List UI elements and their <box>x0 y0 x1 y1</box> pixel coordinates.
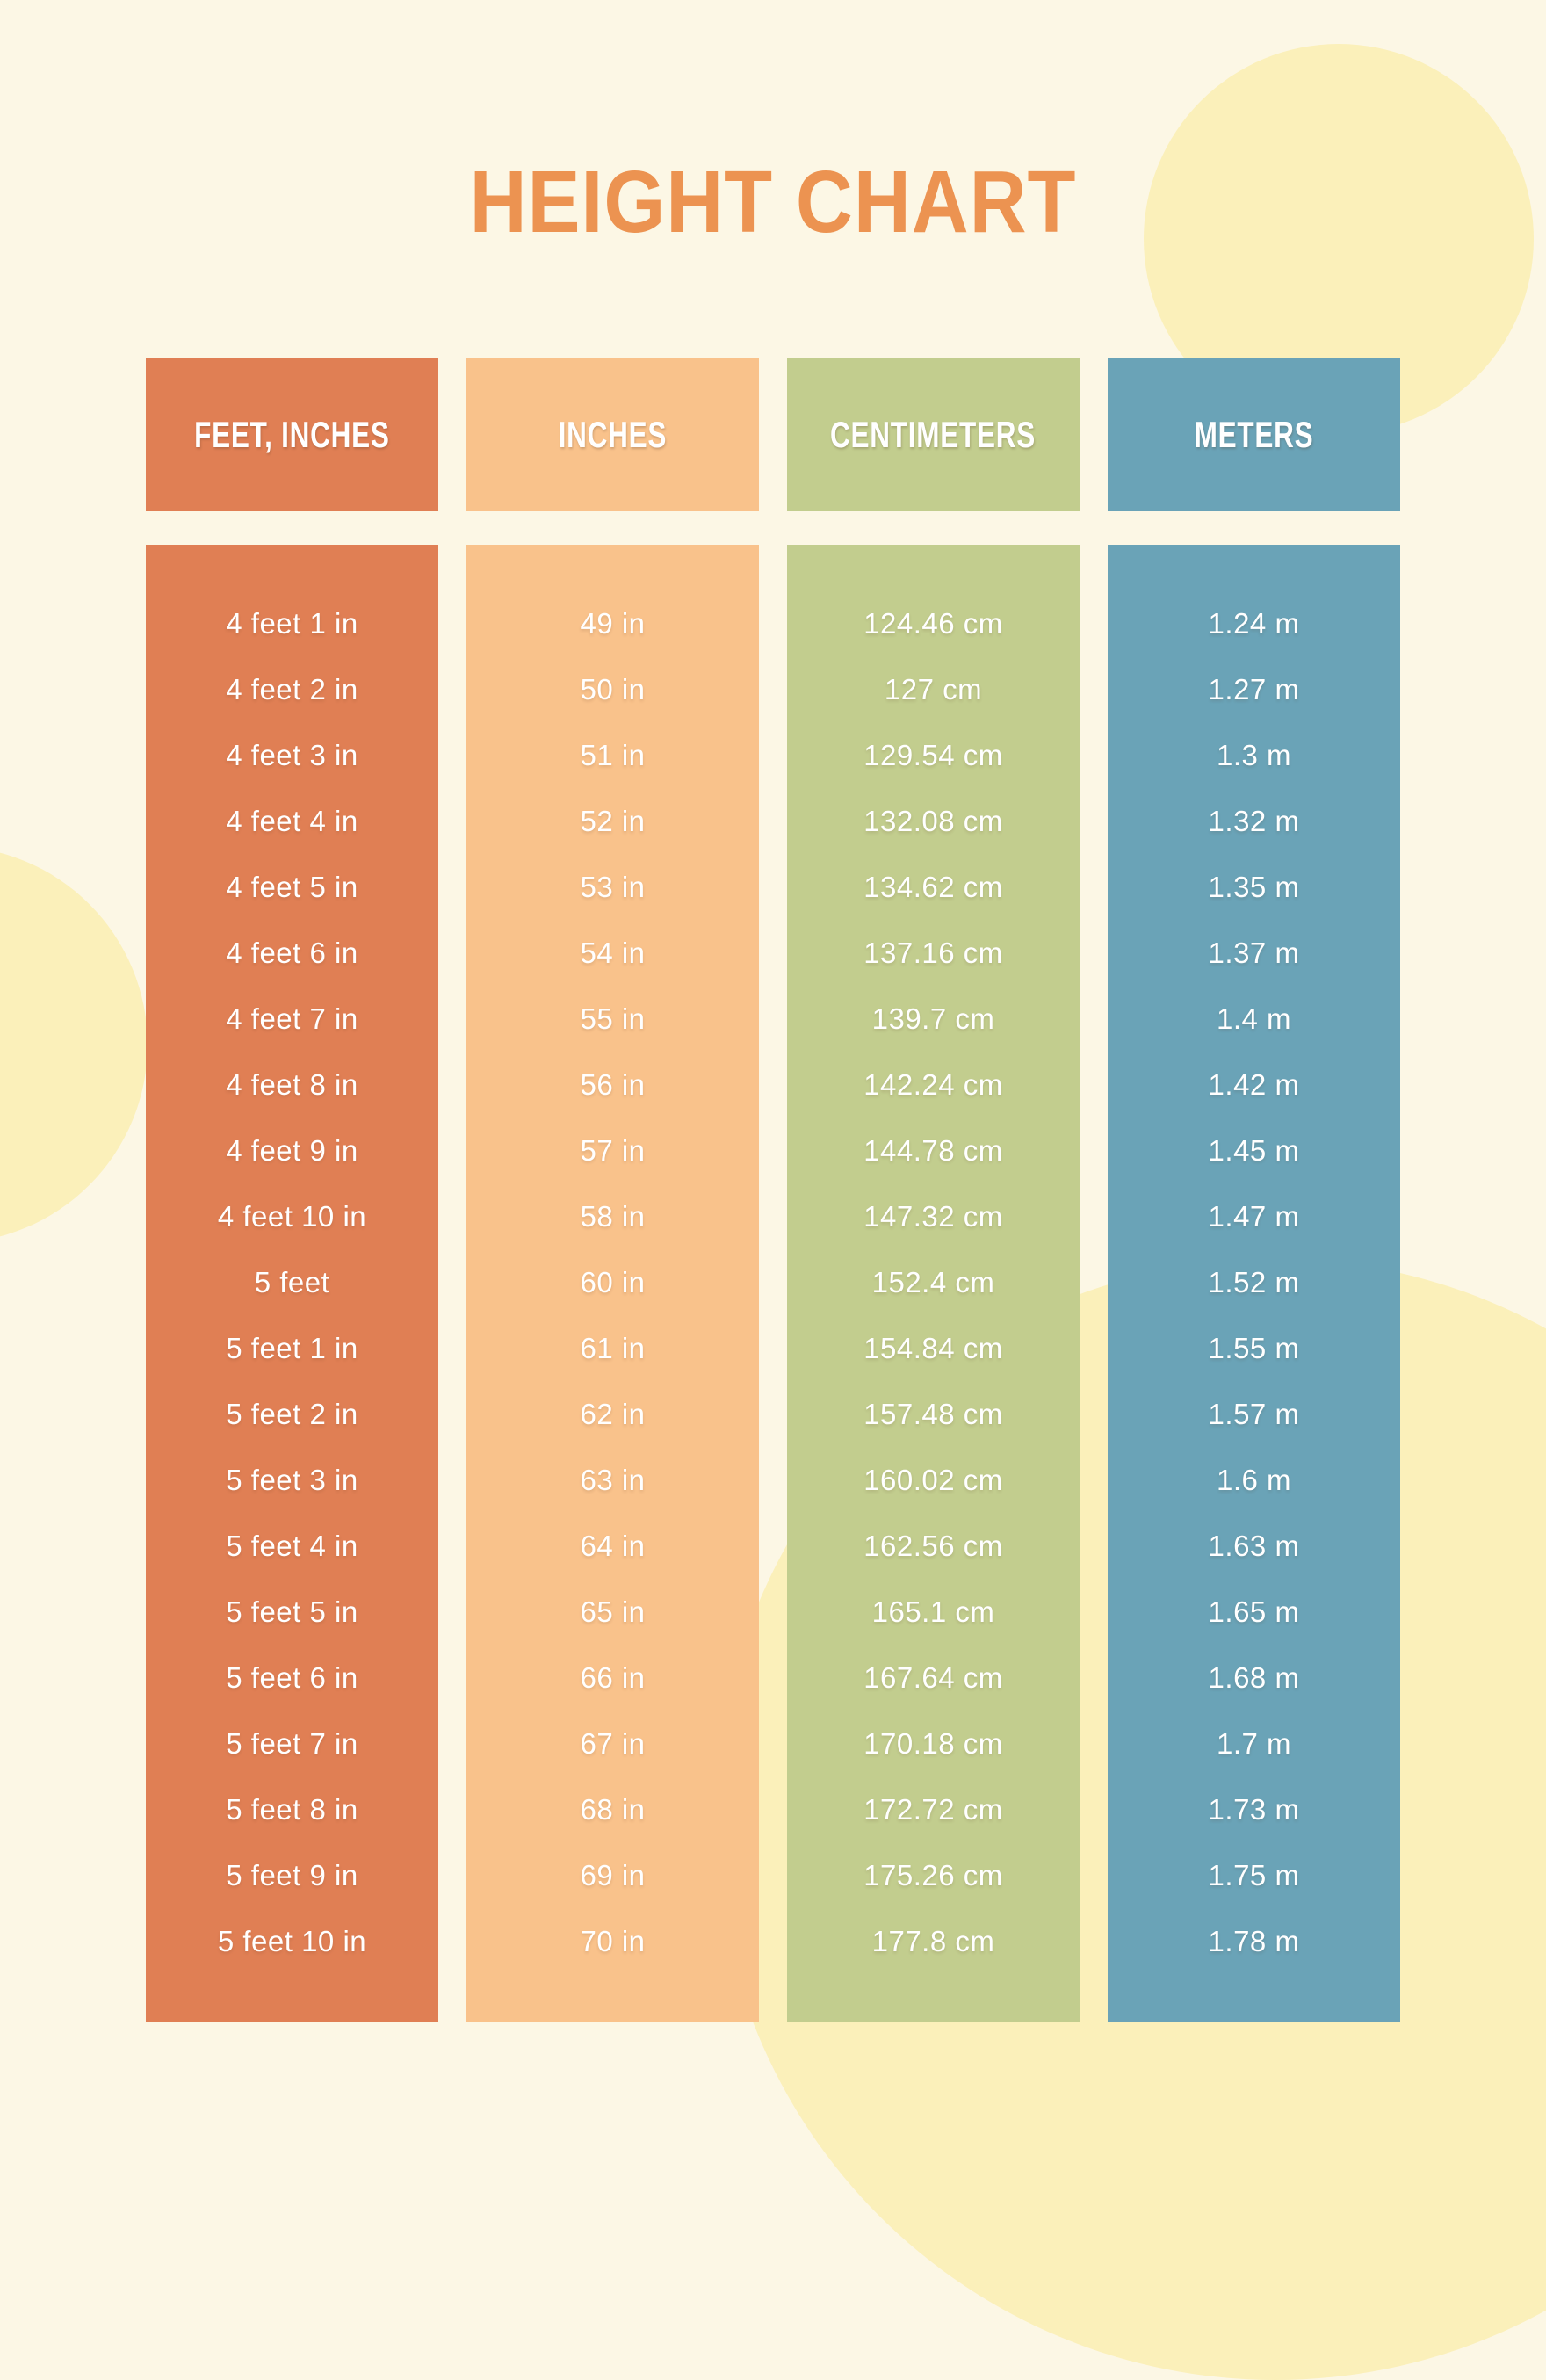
column-header-meters <box>1108 358 1400 511</box>
column-body-centimeters <box>787 545 1080 2022</box>
table-cell: 154.84 cm <box>863 1331 1003 1364</box>
table-cell: 5 feet 7 in <box>226 1726 358 1760</box>
table-cell: 134.62 cm <box>863 870 1003 903</box>
height-conversion-table <box>146 358 1400 2022</box>
table-cell: 1.47 m <box>1208 1199 1300 1233</box>
table-cell: 1.65 m <box>1208 1595 1300 1628</box>
table-cell: 68 in <box>580 1792 646 1826</box>
table-cell: 4 feet 4 in <box>226 804 358 837</box>
table-cell: 1.68 m <box>1208 1660 1300 1694</box>
column-header-feet-inches <box>146 358 438 511</box>
table-cell: 49 in <box>580 606 646 640</box>
column-header-label: METERS <box>1194 414 1314 455</box>
table-cell: 4 feet 7 in <box>226 1002 358 1035</box>
table-cell: 165.1 cm <box>871 1595 995 1628</box>
table-cell: 177.8 cm <box>871 1924 995 1957</box>
table-cell: 55 in <box>580 1002 646 1035</box>
column-body-feet-inches <box>146 545 438 2022</box>
table-cell: 58 in <box>580 1199 646 1233</box>
table-cell: 1.57 m <box>1208 1397 1300 1430</box>
table-cell: 61 in <box>580 1331 646 1364</box>
table-cell: 167.64 cm <box>863 1660 1003 1694</box>
table-cell: 170.18 cm <box>863 1726 1003 1760</box>
table-cell: 54 in <box>580 936 646 969</box>
table-cell: 124.46 cm <box>863 606 1003 640</box>
table-cell: 67 in <box>580 1726 646 1760</box>
table-cell: 172.72 cm <box>863 1792 1003 1826</box>
table-cell: 144.78 cm <box>863 1133 1003 1167</box>
table-cell: 1.45 m <box>1208 1133 1300 1167</box>
table-cell: 65 in <box>580 1595 646 1628</box>
table-cell: 1.55 m <box>1208 1331 1300 1364</box>
table-cell: 1.42 m <box>1208 1067 1300 1101</box>
table-cell: 1.4 m <box>1216 1002 1292 1035</box>
column-header-label: FEET, INCHES <box>194 414 390 455</box>
table-cell: 53 in <box>580 870 646 903</box>
table-cell: 175.26 cm <box>863 1858 1003 1892</box>
table-cell: 127 cm <box>884 672 983 705</box>
table-cell: 4 feet 2 in <box>226 672 358 705</box>
column-header-inches <box>466 358 759 511</box>
table-cell: 57 in <box>580 1133 646 1167</box>
table-cell: 5 feet 6 in <box>226 1660 358 1694</box>
table-cell: 147.32 cm <box>863 1199 1003 1233</box>
table-cell: 1.32 m <box>1208 804 1300 837</box>
table-cell: 5 feet 2 in <box>226 1397 358 1430</box>
table-cell: 5 feet 5 in <box>226 1595 358 1628</box>
table-cell: 1.24 m <box>1208 606 1300 640</box>
table-cell: 63 in <box>580 1463 646 1496</box>
table-cell: 5 feet 1 in <box>226 1331 358 1364</box>
column-body-inches <box>466 545 759 2022</box>
table-cell: 60 in <box>580 1265 646 1299</box>
table-cell: 129.54 cm <box>863 738 1003 771</box>
table-cell: 51 in <box>580 738 646 771</box>
table-cell: 160.02 cm <box>863 1463 1003 1496</box>
column-header-label: INCHES <box>558 414 668 455</box>
table-cell: 139.7 cm <box>871 1002 995 1035</box>
table-cell: 56 in <box>580 1067 646 1101</box>
table-cell: 1.73 m <box>1208 1792 1300 1826</box>
table-cell: 4 feet 9 in <box>226 1133 358 1167</box>
column-header-centimeters <box>787 358 1080 511</box>
table-cell: 64 in <box>580 1529 646 1562</box>
table-cell: 1.52 m <box>1208 1265 1300 1299</box>
table-cell: 4 feet 8 in <box>226 1067 358 1101</box>
table-cell: 50 in <box>580 672 646 705</box>
table-cell: 1.75 m <box>1208 1858 1300 1892</box>
table-cell: 5 feet <box>254 1265 330 1299</box>
table-cell: 1.63 m <box>1208 1529 1300 1562</box>
table-cell: 1.6 m <box>1216 1463 1292 1496</box>
table-cell: 66 in <box>580 1660 646 1694</box>
column-body-meters <box>1108 545 1400 2022</box>
table-cell: 5 feet 4 in <box>226 1529 358 1562</box>
table-cell: 1.27 m <box>1208 672 1300 705</box>
column-header-label: CENTIMETERS <box>830 414 1037 455</box>
table-cell: 1.37 m <box>1208 936 1300 969</box>
table-cell: 4 feet 10 in <box>217 1199 367 1233</box>
table-cell: 4 feet 1 in <box>226 606 358 640</box>
table-cell: 70 in <box>580 1924 646 1957</box>
table-cell: 4 feet 3 in <box>226 738 358 771</box>
table-cell: 137.16 cm <box>863 936 1003 969</box>
page-title: HEIGHT CHART <box>469 153 1077 251</box>
table-cell: 152.4 cm <box>871 1265 995 1299</box>
table-cell: 5 feet 10 in <box>217 1924 367 1957</box>
table-cell: 5 feet 3 in <box>226 1463 358 1496</box>
table-cell: 62 in <box>580 1397 646 1430</box>
table-cell: 1.7 m <box>1216 1726 1292 1760</box>
table-cell: 52 in <box>580 804 646 837</box>
table-cell: 4 feet 5 in <box>226 870 358 903</box>
table-cell: 1.35 m <box>1208 870 1300 903</box>
table-cell: 5 feet 8 in <box>226 1792 358 1826</box>
table-cell: 69 in <box>580 1858 646 1892</box>
table-cell: 4 feet 6 in <box>226 936 358 969</box>
table-cell: 162.56 cm <box>863 1529 1003 1562</box>
table-cell: 1.3 m <box>1216 738 1292 771</box>
table-cell: 132.08 cm <box>863 804 1003 837</box>
table-cell: 142.24 cm <box>863 1067 1003 1101</box>
table-cell: 157.48 cm <box>863 1397 1003 1430</box>
decorative-circle-left <box>0 846 148 1243</box>
table-cell: 5 feet 9 in <box>226 1858 358 1892</box>
table-cell: 1.78 m <box>1208 1924 1300 1957</box>
